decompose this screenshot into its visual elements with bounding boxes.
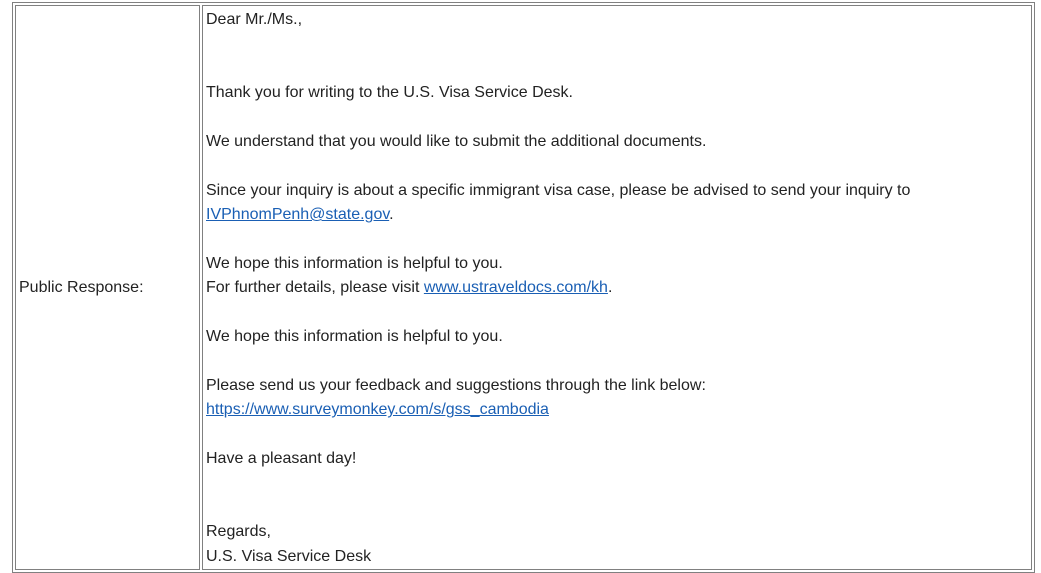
hope-text-1: We hope this information is helpful to you. — [206, 255, 503, 272]
public-response-label: Public Response: — [19, 278, 144, 296]
feedback-text: Please send us your feedback and suggestions through the link below: — [206, 377, 706, 394]
feedback-link-line — [206, 398, 1031, 422]
inquiry-text: Since your inquiry is about a specific immigrant visa case, please be advised to send your inquiry to — [206, 181, 911, 199]
public-response-body-cell — [202, 5, 1032, 570]
understand-text: We understand that you would like to submit the additional documents. — [206, 133, 707, 150]
inquiry-email-link[interactable]: IVPhnomPenh@state.gov — [206, 206, 390, 224]
details-period: . — [607, 279, 613, 297]
public-response-label-cell — [15, 5, 200, 570]
signature-text: U.S. Visa Service Desk — [206, 547, 372, 565]
regards-text: Regards, — [206, 523, 271, 541]
inquiry-email-line — [206, 203, 1031, 227]
thanks-text: Thank you for writing to the U.S. Visa Service Desk. — [206, 84, 573, 102]
surveymonkey-link[interactable]: https://www.surveymonkey.com/s/gss_cambodia — [206, 401, 549, 419]
response-table — [12, 2, 1035, 573]
hope-text-2: We hope this information is helpful to you. — [206, 328, 503, 346]
ustraveldocs-link[interactable]: www.ustraveldocs.com/kh — [423, 279, 608, 297]
pleasant-day-text: Have a pleasant day! — [206, 450, 357, 468]
details-text: For further details, please visit — [206, 279, 424, 297]
inquiry-email-period: . — [389, 206, 394, 224]
greeting: Dear Mr./Ms., — [206, 11, 303, 28]
details-line — [206, 276, 1031, 300]
